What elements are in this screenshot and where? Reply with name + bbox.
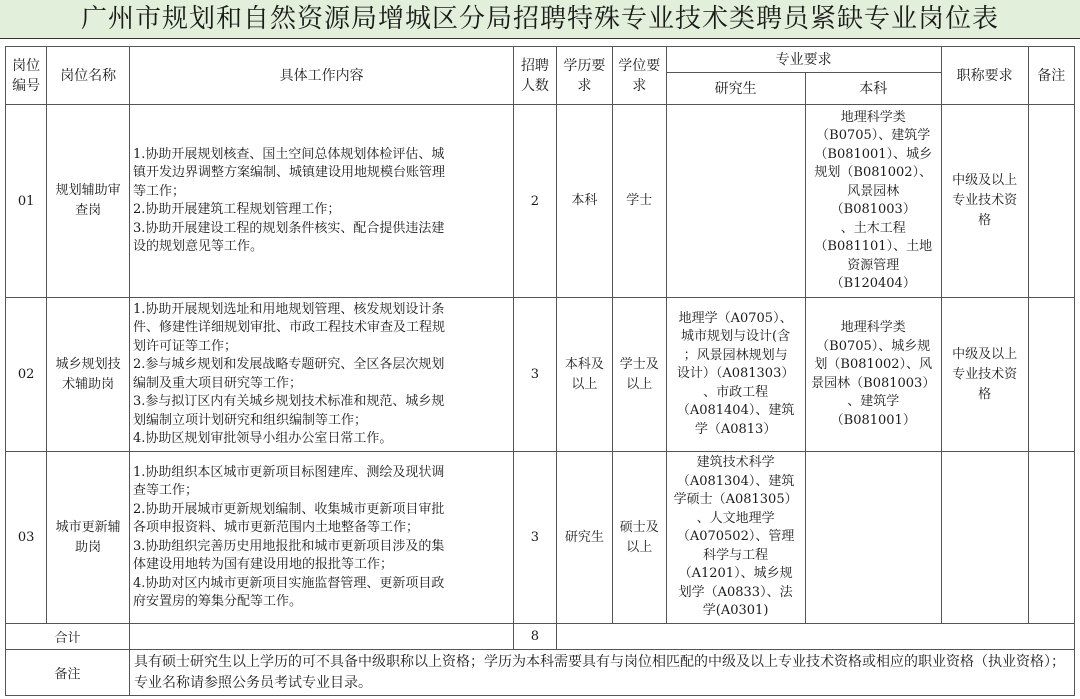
text-line: 地理学（A0705）、 — [678, 310, 793, 326]
post-degree: 学士 — [613, 105, 666, 298]
table-row — [6, 298, 1075, 452]
text-line: 资源管理 — [847, 257, 900, 273]
text-line: 学(A0301) — [702, 603, 769, 619]
text-line: （B081101）、土地 — [814, 239, 933, 254]
text-line: （B0705）、建筑学 — [816, 128, 931, 143]
text-line: 划编制立项计划研究和组织编制等工作； — [133, 412, 368, 428]
total-filler — [556, 624, 1074, 650]
major-undergrad-cell — [805, 298, 941, 452]
duties-cell — [130, 298, 514, 452]
text-line: 划许可证等工作； — [133, 338, 238, 354]
post-count: 3 — [514, 298, 556, 452]
header-education: 学历要求 — [556, 47, 612, 105]
text-line: （B120404） — [830, 276, 916, 291]
text-line: 4.协助区规划审批领导小组办公室日常工作。 — [133, 431, 393, 446]
header-major-undergrad: 本科 — [805, 73, 941, 105]
text-line: ；风景园林规划与 — [683, 347, 788, 363]
header-title-req: 职称要求 — [941, 47, 1028, 105]
post-count: 3 — [514, 452, 556, 624]
major-undergrad-cell — [805, 105, 941, 298]
major-undergrad-cell — [805, 452, 941, 624]
text-line: 、建筑学 — [847, 394, 900, 409]
major-grad-cell — [666, 452, 805, 624]
text-line: 2.协助开展城市更新规划编制、收集城市更新项目审批 — [133, 501, 445, 517]
text-line: 学硕士（A081305） — [673, 492, 798, 508]
text-line: （B081001） — [830, 412, 916, 428]
text-line: （A081404）、建筑 — [676, 403, 795, 419]
post-degree: 学士及以上 — [613, 298, 666, 452]
title-req: 中级及以上专业技术资格 — [941, 298, 1028, 452]
duties-cell — [130, 452, 514, 624]
title-req — [941, 452, 1028, 624]
text-line: 镇开发边界调整方案编制、城镇建设用地规模台账管理 — [133, 165, 446, 180]
total-count: 8 — [514, 624, 556, 650]
text-line: 各项申报资料、城市更新范围内土地整备等工作； — [133, 520, 420, 535]
text-line: （B081001）、城乡 — [814, 146, 933, 162]
post-degree: 硕士及以上 — [613, 452, 666, 624]
text-line: （A070502）、管理 — [676, 529, 795, 545]
text-line: 风景园林 — [847, 183, 900, 199]
text-line: 编制及重大项目研究等工作； — [133, 375, 303, 391]
duties-cell — [130, 105, 514, 298]
text-line: （B0705）、城乡规 — [816, 338, 931, 354]
text-line: 设计）（A081303） — [676, 366, 795, 382]
text-line: 规划（B081002）、 — [814, 165, 933, 180]
remark-row — [6, 650, 1075, 696]
post-name: 城市更新辅助岗 — [47, 452, 130, 624]
header-post-name: 岗位名称 — [47, 47, 130, 105]
text-line: 等工作； — [133, 183, 186, 199]
header-duties: 具体工作内容 — [130, 47, 514, 105]
post-no: 03 — [6, 452, 47, 624]
text-line: 划学（A0833）、法 — [678, 584, 793, 600]
post-name: 规划辅助审查岗 — [47, 105, 130, 298]
header-post-no: 岗位编号 — [6, 47, 47, 105]
text-line: 地理科学类 — [840, 109, 906, 125]
text-line: 、市政工程 — [703, 384, 769, 400]
major-grad-cell — [666, 298, 805, 452]
text-line: 1.协助组织本区城市更新项目标图建库、测绘及现状调 — [133, 464, 445, 480]
remark-label: 备注 — [6, 650, 130, 696]
text-line: 、人文地理学 — [696, 510, 775, 526]
post-count: 2 — [514, 105, 556, 298]
page-title: 广州市规划和自然资源局增城区分局招聘特殊专业技术类聘员紧缺专业岗位表 — [0, 0, 1080, 39]
text-line: 科学与工程 — [703, 547, 769, 563]
text-line: 1.协助开展规划核查、国土空间总体规划体检评估、城 — [133, 146, 445, 162]
post-education: 本科及以上 — [556, 298, 612, 452]
header-count: 招聘人数 — [514, 47, 556, 105]
text-line: 3.协助开展建设工程的规划条件核实、配合提供违法建 — [133, 220, 445, 236]
text-line: 查等工作； — [133, 483, 199, 498]
total-empty — [130, 624, 514, 650]
header-degree: 学位要求 — [613, 47, 666, 105]
total-row — [6, 624, 1075, 650]
text-line: 、土木工程 — [840, 220, 906, 236]
post-no: 02 — [6, 298, 47, 452]
text-line: 学（A0813） — [694, 421, 777, 437]
header-major-grad: 研究生 — [666, 73, 805, 105]
text-line: 4.协助对区内城市更新项目实施监督管理、更新项目政 — [133, 575, 445, 591]
major-grad-cell — [666, 105, 805, 298]
text-line: （B081003） — [830, 202, 916, 217]
text-line: 设的规划意见等工作。 — [133, 239, 264, 254]
row-remark — [1028, 298, 1074, 452]
title-req: 中级及以上专业技术资格 — [941, 105, 1028, 298]
text-line: 建筑技术科学 — [696, 455, 775, 471]
text-line: 景园林（B081003） — [811, 375, 936, 391]
text-line: 件、修建性详细规划审批、市政工程技术审查及工程规 — [133, 320, 446, 335]
post-name: 城乡规划技术辅助岗 — [47, 298, 130, 452]
text-line: 2.协助开展建筑工程规划管理工作； — [133, 202, 341, 217]
row-remark — [1028, 105, 1074, 298]
total-label: 合计 — [6, 624, 130, 650]
table-row — [6, 105, 1075, 298]
text-line: 2.参与城乡规划和发展战略专题研究、全区各层次规划 — [133, 357, 445, 372]
text-line: 府安置房的筹集分配等工作。 — [133, 594, 303, 609]
remark-text: 具有硕士研究生以上学历的可不具备中级职称以上资格；学历为本科需要具有与岗位相匹配的中级及以上专业技术资格或相应的职业资格（执业资格）；专业名称请参照公务员考试专业目录。 — [130, 650, 1075, 696]
text-line: （A1201）、城乡规 — [678, 566, 793, 582]
text-line: （A081304）、建筑 — [676, 473, 795, 489]
post-education: 本科 — [556, 105, 612, 298]
post-no: 01 — [6, 105, 47, 298]
text-line: 1.协助开展规划选址和用地规划管理、核发规划设计条 — [133, 301, 445, 317]
text-line: 体建设用地转为国有建设用地的报批等工作； — [133, 557, 394, 572]
post-education: 研究生 — [556, 452, 612, 624]
text-line: 划（B081002）、风 — [814, 357, 933, 372]
header-major: 专业要求 — [666, 47, 941, 73]
text-line: 3.协助组织完善历史用地报批和城市更新项目涉及的集 — [133, 538, 445, 554]
text-line: 3.参与拟订区内有关城乡规划技术标准和规范、城乡规 — [133, 394, 445, 409]
text-line: 城市规划与设计(含 — [681, 329, 791, 345]
row-remark — [1028, 452, 1074, 624]
text-line: 地理科学类 — [840, 320, 906, 335]
table-row — [6, 452, 1075, 624]
recruitment-table — [5, 46, 1075, 696]
header-remark: 备注 — [1028, 47, 1074, 105]
